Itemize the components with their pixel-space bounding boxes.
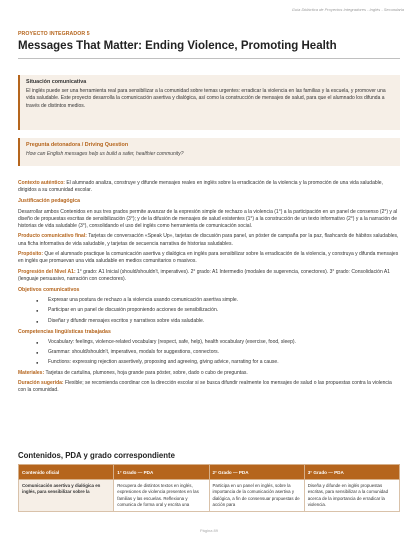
table-row [19, 480, 400, 512]
proposito-label: Propósito: [18, 251, 43, 257]
proposito-text: Que el alumnado practique la comunicación asertiva y dialógica en inglés para sensibilizar sobre la erradicación de la violencia, y construya y difunda mensajes en inglés que promuevan una vida saludable en medios comunitarios o masivos. [18, 251, 399, 265]
title-divider [18, 58, 400, 59]
contexto-text: El alumnado analiza, construye y difunde mensajes reales en inglés sobre la erradicación de la violencia y la promoción de una vida saludable, dirigidos a su comunidad escolar. [18, 180, 383, 194]
competencias-list [18, 339, 400, 367]
running-head: Guía Didáctica de Proyectos Integradores - Inglés - Secundaria [291, 7, 404, 12]
table-header-cell: Contenido oficial [19, 465, 114, 480]
materiales-label: Materiales: [18, 369, 45, 376]
table-section-title: Contenidos, PDA y grado correspondiente [18, 451, 175, 460]
competencias-title: Competencias lingüísticas trabajadas [18, 328, 111, 335]
proposito-paragraph [18, 251, 400, 265]
content-body [18, 180, 400, 398]
duracion-label: Duración sugerida: [18, 380, 64, 387]
table-header-cell: 1° Grado — PDA [114, 465, 209, 480]
justificacion-text: Desarrollar ambos Contenidos en sus tres grados permite avanzar de la expresión simple de rechazo a la violencia (1°) a la participación en un panel de consenso (2°) y al diseño de propuestas escritas de sensibilización (3°); y de la difusión de mensajes de salud existentes (1°) a la construcción de un texto informativo (2°) y a la narración de historias de vida saludable (3°), consolidando el uso del inglés como herramienta de comunicación social. [18, 208, 398, 230]
producto-text: Tarjetas de conversación «Speak Up», tarjetas de discusión para panel, un póster de campaña por la paz, flashcards de hábitos saludables, una ficha informativa de vida saludable, y tarjetas de secuencia narrativa de historias saludables. [18, 233, 399, 247]
situation-text: El inglés puede ser una herramienta real para sensibilizar a la comunidad sobre temas urgentes: erradicar la violencia en las familias y la escuela, y promover una vida saludable. Este proyecto desarrolla la comunicación asertiva y dialógica, así como la construcción de mensajes de salud, para que el alumnado los difunda a través de distintos medios. [26, 88, 386, 109]
contexto-paragraph [18, 180, 400, 194]
page-title: Messages That Matter: Ending Violence, Promoting Health [18, 40, 337, 52]
driving-question-box [18, 138, 400, 166]
objetivos-title: Objetivos comunicativos [18, 287, 80, 293]
producto-paragraph [18, 233, 400, 247]
table-header-cell: 3° Grado — PDA [304, 465, 399, 480]
list-item: ● Expresar una postura de rechazo a la violencia usando comunicación asertiva simple. [48, 297, 400, 304]
contexto-label: Contexto auténtico: [18, 180, 65, 186]
objetivos-list [18, 297, 400, 325]
justificacion-title: Justificación pedagógica [18, 198, 80, 205]
progresion-text: 1° grado: A1 Inicial (should/shouldn't, imperatives). 2° grado: A1 Intermedio (modales de sugerencia, conectores). 3° grado: Consolidación A1 (lenguaje persuasivo, narración con conectores). [18, 268, 390, 282]
duracion-paragraph [18, 380, 400, 394]
progresion-label: Progresión del Nivel A1: [18, 268, 76, 275]
project-label: PROYECTO INTEGRADOR 5 [18, 31, 90, 37]
list-item: ● Diseñar y difundir mensajes escritos y narrativos sobre vida saludable. [48, 318, 400, 325]
table-cell: Diseña y difunde en inglés propuestas escritas, para sensibilizar a la comunidad acerca de la importancia de erradicar la violencia. [304, 480, 399, 512]
list-item: ● Grammar: should/shouldn't, imperatives, modals for suggestions, connectors. [48, 349, 400, 356]
producto-label: Producto comunicativo final: [18, 233, 87, 240]
list-item: ● Vocabulary: feelings, violence-related vocabulary (respect, safe, help), health vocabulary (exercise, food, sleep). [48, 339, 400, 346]
list-item: ● Functions: expressing rejection assertively, proposing and agreeing, giving advice, narrating for a cause. [48, 359, 400, 366]
table-cell: Participa en un panel en inglés, sobre la importancia de la comunicación asertiva y dialógica, a fin de consensuar propuestas de acción para [209, 480, 304, 512]
situation-box [18, 75, 400, 130]
table-header-row [19, 465, 400, 480]
driving-question-title: Pregunta detonadora / Driving Question [26, 142, 129, 148]
pda-table [18, 464, 400, 512]
table-cell: Recupera de distintos textos en inglés, expresiones de violencia presentes en las familias y las escuelas. Reflexiona y comunica de forma oral y escrita una [114, 480, 209, 512]
driving-question-text: How can English messages help us build a safer, healthier community? [26, 151, 184, 157]
page-number: Página 89 [199, 528, 218, 533]
table-cell: Comunicación asertiva y dialógica en inglés, para sensibilizar sobre la [19, 480, 114, 512]
materiales-paragraph [18, 370, 400, 377]
duracion-text: Flexible; se recomienda coordinar con la dirección escolar si se busca difundir realmente los mensajes de salud o las propuestas contra la violencia con la comunidad. [18, 380, 392, 394]
progresion-paragraph [18, 269, 400, 283]
table-header-cell: 2° Grado — PDA [209, 465, 304, 480]
situation-title: Situación comunicativa [26, 79, 87, 85]
list-item: ● Participar en un panel de discusión proponiendo acciones de sensibilización. [48, 307, 400, 314]
materiales-text: Tarjetas de cartulina, plumones, hoja grande para póster, sobre, dado o cubo de preguntas. [45, 369, 248, 376]
